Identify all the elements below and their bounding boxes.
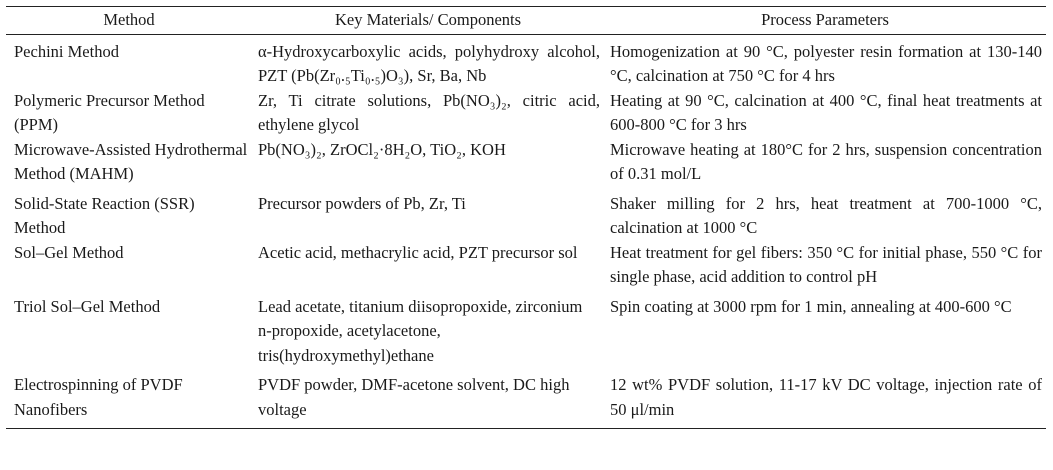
cell-method: Pechini Method: [14, 41, 119, 61]
cell-materials: Zr, Ti citrate solutions, Pb(NO₃)₂, citric acid, ethylene glycol: [258, 90, 600, 134]
table-row: [6, 89, 1046, 138]
cell-method: Polymeric Precursor Method (PPM): [14, 90, 205, 134]
cell-method: Triol Sol–Gel Method: [14, 296, 161, 316]
methods-table: [6, 6, 1046, 429]
table-row: [6, 241, 1046, 290]
header-materials: Key Materials/ Components: [252, 7, 604, 35]
cell-materials: α-Hydroxycarboxylic acids, polyhydroxy alcohol, PZT (Pb(Zr₀.₅Ti₀.₅)O₃), Sr, Ba, Nb: [258, 41, 600, 85]
cell-parameters: Heating at 90 °C, calcination at 400 °C, final heat treatments at 600-800 °C for 3 hrs: [610, 90, 1042, 134]
cell-method: Microwave-Assisted Hydrothermal Method (MAHM): [14, 139, 248, 183]
cell-parameters: Heat treatment for gel fibers: 350 °C for initial phase, 550 °C for single phase, acid addition to control pH: [610, 242, 1042, 286]
table-row: [6, 138, 1046, 187]
cell-parameters: Spin coating at 3000 rpm for 1 min, annealing at 400-600 °C: [610, 296, 1012, 316]
cell-method: Sol–Gel Method: [14, 242, 124, 262]
cell-parameters: Microwave heating at 180°C for 2 hrs, suspension concentration of 0.31 mol/L: [610, 139, 1042, 183]
cell-parameters: Shaker milling for 2 hrs, heat treatment at 700-1000 °C, calcination at 1000 °C: [610, 193, 1042, 237]
table-row: [6, 34, 1046, 89]
table-body: [6, 34, 1046, 429]
cell-method: Solid-State Reaction (SSR) Method: [14, 193, 195, 237]
cell-materials: PVDF powder, DMF-acetone solvent, DC high voltage: [252, 368, 604, 429]
table-header: [6, 7, 1046, 35]
table-row: [6, 368, 1046, 429]
cell-method: Electrospinning of PVDF Nanofibers: [6, 368, 252, 429]
cell-parameters: 12 wt% PVDF solution, 11-17 kV DC voltage, injection rate of 50 μl/min: [604, 368, 1046, 429]
cell-materials: Precursor powders of Pb, Zr, Ti: [258, 193, 466, 213]
table-row: [6, 187, 1046, 241]
cell-materials: Lead acetate, titanium diisopropoxide, zirconium n-propoxide, acetylacetone, tris(hydroxymethyl)ethane: [258, 296, 583, 365]
cell-materials: Acetic acid, methacrylic acid, PZT precursor sol: [258, 242, 578, 262]
cell-parameters: Homogenization at 90 °C, polyester resin formation at 130-140 °C, calcination at 750 °C for 4 hrs: [610, 41, 1042, 85]
table-row: [6, 290, 1046, 369]
header-method: Method: [6, 7, 252, 35]
cell-materials: Pb(NO₃)₂, ZrOCl₂·8H₂O, TiO₂, KOH: [258, 139, 506, 159]
header-parameters: Process Parameters: [604, 7, 1046, 35]
header-row: [6, 7, 1046, 35]
